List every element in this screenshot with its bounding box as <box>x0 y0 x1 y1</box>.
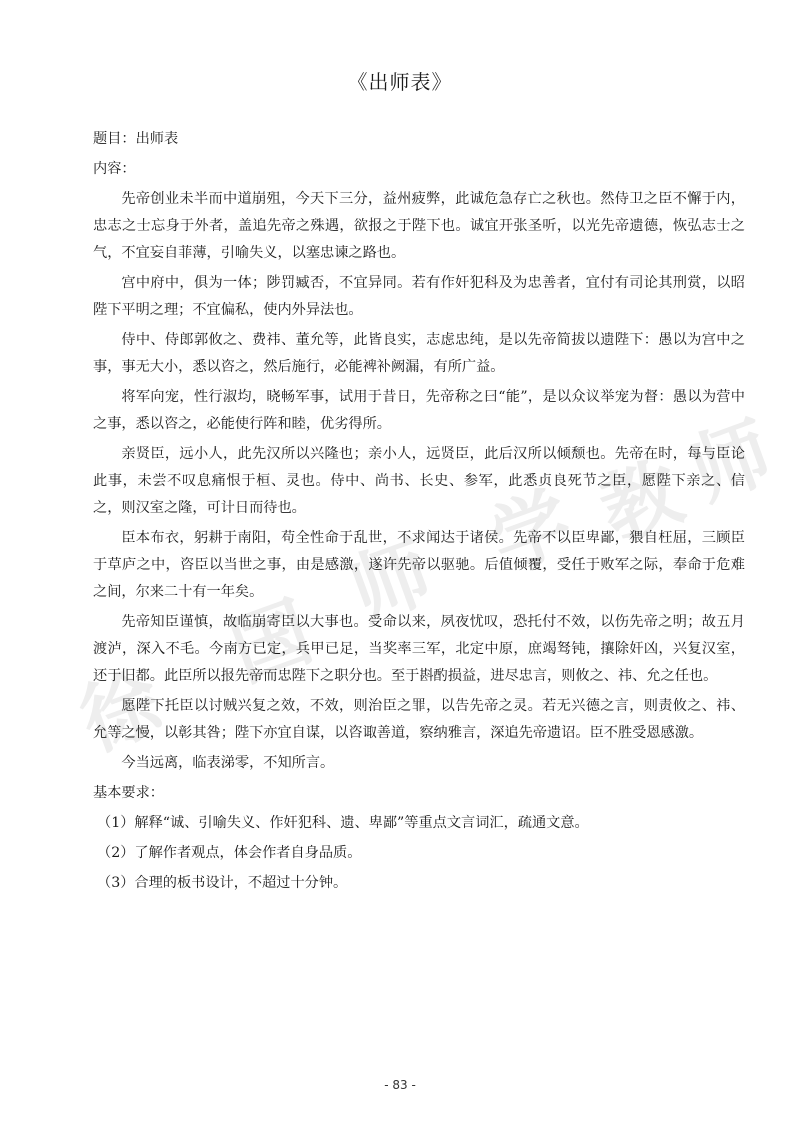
watermark-char: 师 <box>679 406 784 519</box>
page-title: 《出师表》 <box>347 70 453 94</box>
paragraph: 先帝创业未半而中道崩殂，今天下三分，益州疲弊，此诚危急存亡之秋也。然侍卫之臣不懈于内，忠志之士忘身于外者，盖追先帝之殊遇，欲报之于陛下也。诚宜开张圣听，以光先帝遗德，恢弘志士之气，不宜妄自菲薄，引喻失义，以塞忠谏之路也。 <box>93 191 745 261</box>
page-number: - 83 - <box>384 1078 416 1092</box>
paragraph: 臣本布衣，躬耕于南阳，苟全性命于乱世，不求闻达于诸侯。先帝不以臣卑鄙，猥自枉屈，三顾臣于草庐之中，咨臣以当世之事，由是感激，遂许先帝以驱驰。后值倾覆，受任于败军之际，奉命于危难之间，尔来二十有一年矣。 <box>93 530 745 600</box>
paragraph: 宫中府中，俱为一体；陟罚臧否，不宜异同。若有作奸犯科及为忠善者，宜付有司论其刑赏，以昭陛下平明之理；不宜偏私，使内外异法也。 <box>93 275 745 318</box>
paragraph: 愿陛下托臣以讨贼兴复之效，不效，则治臣之罪，以告先帝之灵。若无兴德之言，则责攸之、祎、允等之慢，以彰其咎；陛下亦宜自谋，以咨诹善道，察纳雅言，深追先帝遗诏。臣不胜受恩感激。 <box>93 698 745 741</box>
paragraph: 侍中、侍郎郭攸之、费祎、董允等，此皆良实，志虑忠纯，是以先帝简拔以遗陛下：愚以为宫中之事，事无大小，悉以咨之，然后施行，必能裨补阙漏，有所广益。 <box>93 332 745 375</box>
requirements-label: 基本要求： <box>93 785 164 801</box>
requirement-item: （3）合理的板书设计，不超过十分钟。 <box>97 875 348 891</box>
watermark-char: 教 <box>589 446 694 559</box>
content-label: 内容： <box>93 161 136 177</box>
watermark-char: 学 <box>479 476 584 589</box>
topic-line: 题目：出师表 <box>93 131 179 147</box>
watermark-char: 国 <box>219 586 324 699</box>
requirement-item: （1）解释“诚、引喻失义、作奸犯科、遗、卑鄙”等重点文言词汇，疏通文意。 <box>97 815 589 831</box>
watermark-char: 徐 <box>69 656 174 769</box>
paragraph: 先帝知臣谨慎，故临崩寄臣以大事也。受命以来，夙夜忧叹，恐托付不效，以伤先帝之明；故五月渡泸，深入不毛。今南方已定，兵甲已足，当奖率三军，北定中原，庶竭驽钝，攘除奸凶，兴复汉室，还于旧都。此臣所以报先帝而忠陛下之职分也。至于斟酌损益，进尽忠言，则攸之、祎、允之任也。 <box>93 614 745 684</box>
document-body <box>93 126 745 900</box>
paragraph: 亲贤臣，远小人，此先汉所以兴隆也；亲小人，远贤臣，此后汉所以倾颓也。先帝在时，每与臣论此事，未尝不叹息痛恨于桓、灵也。侍中、尚书、长史、参军，此悉贞良死节之臣，愿陛下亲之、信之，则汉室之隆，可计日而待也。 <box>93 446 745 516</box>
watermark-char: 师 <box>339 526 444 639</box>
requirement-item: （2）了解作者观点，体会作者自身品质。 <box>97 845 362 861</box>
paragraph: 将军向宠，性行淑均，晓畅军事，试用于昔日，先帝称之曰“能”，是以众议举宠为督：愚以为营中之事，悉以咨之，必能使行阵和睦，优劣得所。 <box>93 389 745 432</box>
paragraph: 今当远离，临表涕零，不知所言。 <box>121 755 335 771</box>
